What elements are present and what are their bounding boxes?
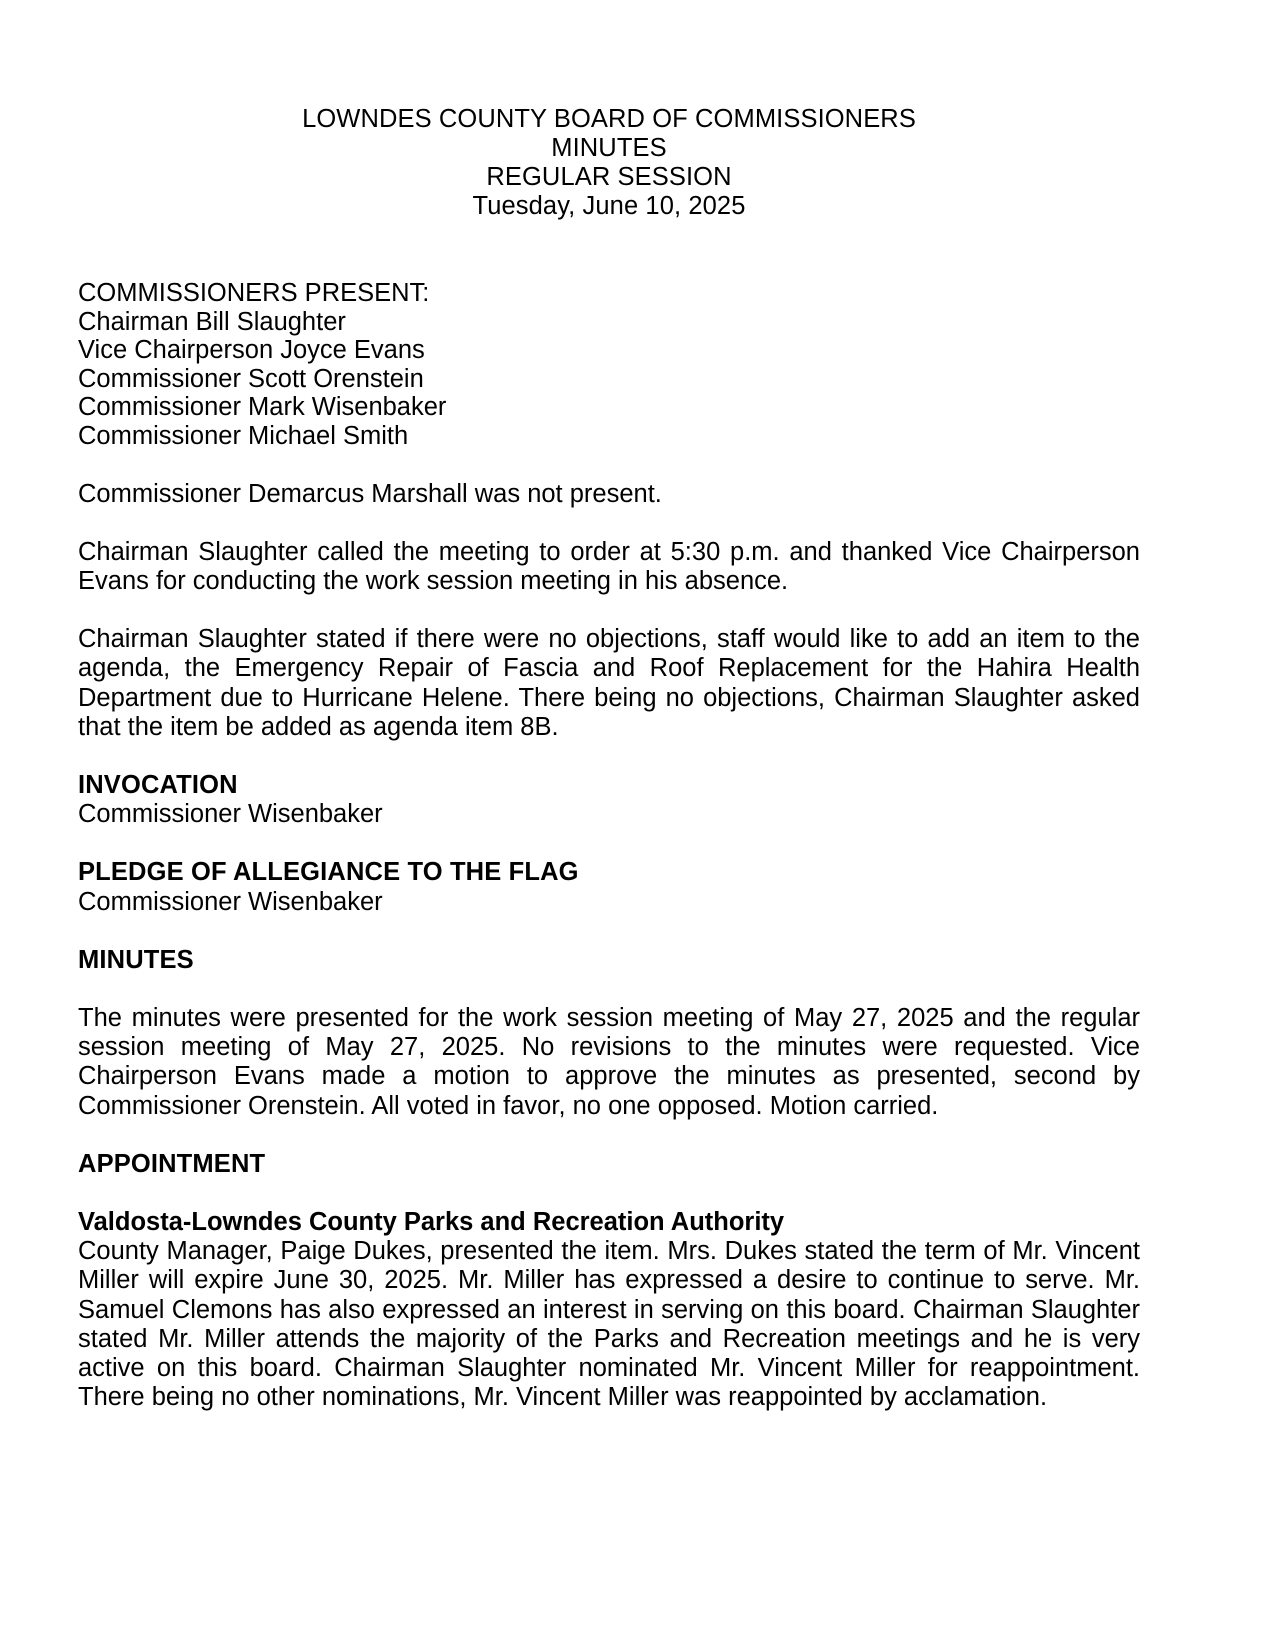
pledge-body: Commissioner Wisenbaker: [78, 887, 383, 916]
header-organization: LOWNDES COUNTY BOARD OF COMMISSIONERS: [302, 105, 916, 133]
minutes-heading: MINUTES: [78, 945, 194, 974]
spacer: [78, 975, 1140, 1004]
spacer: [78, 829, 1140, 858]
spacer: [78, 451, 1140, 480]
invocation-body: Commissioner Wisenbaker: [78, 800, 383, 829]
commissioner-name: Commissioner Mark Wisenbaker: [78, 393, 447, 422]
spacer: [78, 917, 1140, 946]
pledge-heading: PLEDGE OF ALLEGIANCE TO THE FLAG: [78, 858, 579, 887]
commissioner-name: Commissioner Scott Orenstein: [78, 364, 424, 393]
commissioner-name: Vice Chairperson Joyce Evans: [78, 336, 425, 365]
agenda-addition-paragraph: Chairman Slaughter stated if there were no objections, staff would like to add an item to the agenda, the Emergency Repair of Fascia and Roof Replacement for the Hahira Health Department due to Hurricane Helene. There being no objections, Chairman Slaughter asked that the item be added as agenda item 8B.: [78, 625, 1140, 741]
spacer: [78, 509, 1140, 538]
header-document-type: MINUTES: [551, 134, 667, 162]
header-session-type: REGULAR SESSION: [486, 163, 732, 191]
call-to-order-paragraph: Chairman Slaughter called the meeting to order at 5:30 p.m. and thanked Vice Chairperson Evans for conducting the work session meeting in his absence.: [78, 537, 1140, 595]
absent-commissioner-note: Commissioner Demarcus Marshall was not present.: [78, 479, 662, 508]
spacer: [78, 596, 1140, 625]
appointment-heading: APPOINTMENT: [78, 1149, 266, 1178]
spacer: [78, 221, 1140, 279]
spacer: [78, 1121, 1140, 1150]
spacer: [78, 1179, 1140, 1208]
appointment-body: County Manager, Paige Dukes, presented the item. Mrs. Dukes stated the term of Mr. Vincent Miller will expire June 30, 2025. Mr. Miller has expressed a desire to continue to serve. Mr. Samuel Clemons has also expressed an interest in serving on this board. Chairman Slaughter stated Mr. Miller attends the majority of the Parks and Recreation meetings and he is very active on this board. Chairman Slaughter nominated Mr. Vincent Miller for reappointment. There being no other nominations, Mr. Vincent Miller was reappointed by acclamation.: [78, 1237, 1140, 1412]
commissioners-present-list: [78, 279, 1140, 451]
commissioners-present-label: COMMISSIONERS PRESENT:: [78, 279, 430, 307]
commissioner-name: Commissioner Michael Smith: [78, 421, 409, 450]
document-content: [78, 105, 1140, 1412]
commissioner-name: Chairman Bill Slaughter: [78, 307, 346, 336]
spacer: [78, 742, 1140, 771]
appointment-subheading: Valdosta-Lowndes County Parks and Recreation Authority: [78, 1208, 785, 1237]
invocation-heading: INVOCATION: [78, 770, 238, 799]
document-header: [78, 105, 1140, 221]
header-meeting-date: Tuesday, June 10, 2025: [472, 192, 746, 220]
minutes-body: The minutes were presented for the work session meeting of May 27, 2025 and the regular session meeting of May 27, 2025. No revisions to the minutes were requested. Vice Chairperson Evans made a motion to approve the minutes as presented, second by Commissioner Orenstein. All voted in favor, no one opposed. Motion carried.: [78, 1004, 1140, 1120]
